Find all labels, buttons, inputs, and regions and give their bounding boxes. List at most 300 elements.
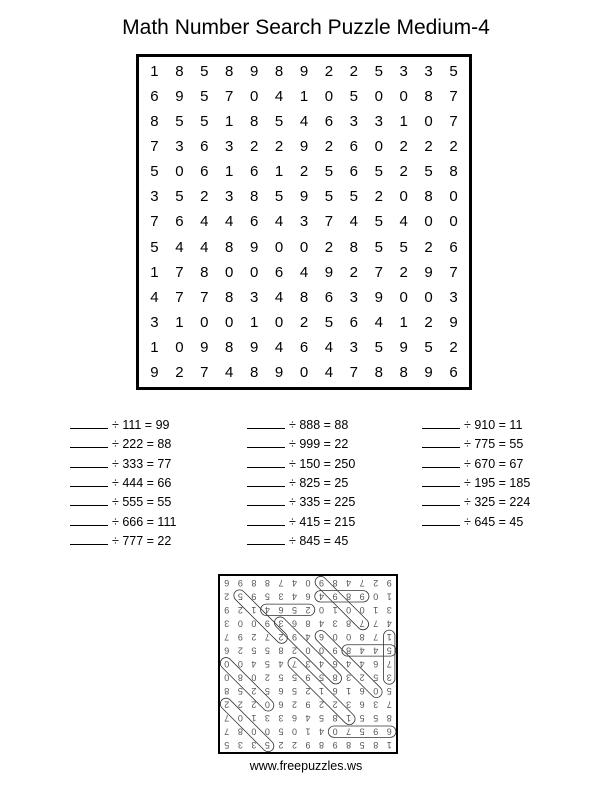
grid-cell: 5	[424, 338, 433, 356]
clue-text: ÷ 555 = 55	[112, 495, 172, 510]
answer-key-digit: 5	[264, 591, 270, 602]
answer-key-digit: 5	[319, 713, 325, 724]
answer-key-digit: 3	[373, 699, 379, 710]
answer-key-digit: 0	[264, 726, 270, 737]
clue-item	[247, 457, 355, 471]
grid-cell: 7	[175, 288, 184, 306]
answer-key-digit: 2	[291, 699, 297, 710]
grid-cell: 0	[399, 188, 408, 206]
answer-key-digit: 0	[332, 726, 338, 737]
grid-cell: 1	[399, 113, 408, 131]
grid-cell: 8	[249, 188, 259, 206]
answer-key-digit: 7	[346, 726, 352, 737]
grid-cell: 0	[449, 188, 458, 206]
answer-key-digit: 2	[251, 686, 257, 697]
grid-cell: 7	[175, 263, 184, 281]
grid-cell: 8	[399, 363, 408, 381]
grid-cell: 7	[150, 213, 159, 231]
answer-key-digit: 6	[291, 713, 297, 724]
grid-cell: 3	[424, 63, 433, 81]
answer-key-digit: 9	[359, 591, 365, 602]
answer-key-digit: 5	[264, 686, 270, 697]
grid-cell: 9	[374, 288, 383, 306]
clue-text: ÷ 910 = 11	[464, 418, 523, 432]
grid-cell: 6	[175, 213, 184, 231]
grid-cell: 0	[324, 88, 334, 106]
clue-text: ÷ 444 = 66	[112, 475, 172, 490]
clue-text: ÷ 325 = 224	[464, 495, 531, 510]
answer-key-digit: 6	[319, 631, 325, 642]
answer-key-digit: 8	[373, 740, 379, 751]
grid-cell: 0	[175, 338, 184, 356]
clue-item	[247, 437, 348, 451]
grid-cell: 1	[399, 313, 408, 331]
answer-key-digit: 8	[346, 591, 352, 602]
answer-key-digit: 7	[224, 631, 230, 642]
grid-cell: 2	[299, 313, 309, 331]
answer-key-digit: 6	[359, 686, 365, 697]
answer-key-digit: 0	[319, 604, 325, 615]
grid-cell: 7	[324, 213, 334, 231]
grid-cell: 0	[374, 138, 383, 156]
grid-cell: 2	[349, 263, 358, 281]
answer-key-digit: 8	[251, 577, 257, 588]
answer-key-digit: 4	[373, 645, 379, 656]
answer-key-digit: 7	[224, 713, 230, 724]
grid-cell: 0	[225, 313, 234, 331]
grid-cell: 2	[374, 188, 383, 206]
answer-key-digit: 0	[346, 604, 352, 615]
grid-cell: 2	[349, 63, 358, 81]
clue-text: ÷ 415 = 215	[289, 514, 356, 529]
answer-key-digit: 0	[264, 699, 270, 710]
answer-key-digit: 3	[305, 659, 311, 669]
grid-cell: 0	[274, 238, 284, 256]
answer-key-digit: 0	[237, 618, 243, 629]
grid-cell: 9	[299, 188, 309, 206]
grid-cell: 8	[175, 63, 184, 81]
answer-key-digit: 1	[319, 686, 325, 697]
answer-key-digit: 3	[386, 672, 392, 683]
answer-key-digit: 6	[278, 686, 284, 697]
answer-key-digit: 9	[386, 577, 392, 588]
answer-key-digit: 0	[346, 631, 352, 642]
clue-item	[70, 457, 171, 471]
answer-key-digit: 1	[305, 726, 311, 737]
grid-cell: 5	[150, 238, 159, 256]
answer-key-digit: 9	[251, 591, 257, 602]
grid-cell: 3	[349, 338, 358, 356]
clue-item	[247, 534, 348, 548]
clue-text: ÷ 111 = 99	[112, 418, 170, 432]
grid-cell: 6	[249, 213, 259, 231]
grid-cell: 5	[349, 88, 358, 106]
grid-cell: 5	[374, 213, 383, 231]
answer-key-digit: 8	[264, 577, 270, 588]
answer-key-digit: 7	[386, 699, 392, 710]
answer-blank[interactable]	[422, 437, 460, 448]
grid-cell: 0	[424, 113, 433, 131]
grid-cell: 6	[324, 113, 334, 131]
clue-text: ÷ 150 = 250	[289, 456, 356, 471]
answer-key-digit: 4	[359, 659, 365, 669]
grid-cell: 5	[449, 63, 458, 81]
answer-key-digit: 0	[224, 659, 230, 669]
answer-key-digit: 3	[251, 740, 257, 751]
answer-key-digit: 8	[305, 618, 311, 629]
grid-cell: 7	[225, 88, 234, 106]
grid-cell: 8	[449, 163, 458, 181]
answer-key-digit: 9	[237, 631, 243, 642]
answer-key-digit: 7	[359, 618, 365, 629]
grid-cell: 9	[424, 263, 433, 281]
grid-cell: 9	[299, 138, 309, 156]
grid-cell: 5	[424, 163, 433, 181]
grid-cell: 4	[399, 213, 408, 231]
answer-key-digit: 0	[291, 726, 297, 737]
answer-key-digit: 3	[346, 672, 352, 683]
answer-key-digit: 2	[224, 591, 230, 602]
answer-key-digit: 4	[359, 645, 365, 656]
answer-key-digit: 5	[264, 645, 270, 656]
grid-cell: 5	[200, 63, 209, 81]
answer-key-digit: 4	[291, 577, 297, 588]
answer-blank[interactable]	[422, 515, 460, 526]
grid-cell: 4	[349, 213, 358, 231]
grid-cell: 2	[175, 363, 184, 381]
answer-key-digit: 2	[305, 686, 311, 697]
answer-blank[interactable]	[247, 495, 285, 506]
grid-cell: 0	[200, 313, 209, 331]
grid-cell: 2	[324, 138, 334, 156]
grid-cell: 8	[374, 363, 383, 381]
answer-key-digit: 0	[251, 672, 257, 683]
grid-cell: 8	[249, 113, 259, 131]
answer-key-digit: 0	[373, 686, 379, 697]
grid-cell: 5	[374, 163, 383, 181]
grid-cell: 3	[349, 113, 358, 131]
answer-key-digit: 5	[224, 740, 230, 751]
answer-key-digit: 4	[346, 659, 352, 669]
answer-blank[interactable]	[247, 534, 285, 545]
grid-cell: 5	[374, 238, 383, 256]
answer-key-digit: 4	[319, 591, 325, 602]
grid-cell: 1	[150, 263, 159, 281]
clue-item	[422, 476, 530, 490]
grid-cell: 1	[150, 338, 159, 356]
grid-cell: 9	[424, 363, 433, 381]
grid-cell: 0	[374, 88, 383, 106]
grid-cell: 5	[150, 163, 159, 181]
grid-cell: 2	[274, 138, 284, 156]
answer-key-digit: 5	[386, 686, 392, 697]
grid-cell: 3	[399, 63, 408, 81]
answer-key-digit: 3	[278, 618, 284, 629]
answer-key-digit: 5	[278, 672, 284, 683]
website-footer: www.freepuzzles.ws	[249, 759, 363, 773]
grid-cell: 2	[424, 313, 433, 331]
answer-blank[interactable]	[422, 476, 460, 487]
grid-cell: 4	[299, 113, 309, 131]
answer-key-digit: 5	[319, 672, 325, 683]
answer-key-digit: 0	[359, 604, 365, 615]
grid-cell: 8	[225, 338, 234, 356]
answer-key-digit: 1	[346, 713, 352, 724]
grid-cell: 9	[200, 338, 209, 356]
answer-blank[interactable]	[70, 495, 108, 506]
answer-key-digit: 2	[278, 740, 284, 751]
answer-key-digit: 8	[346, 618, 352, 629]
clue-text: ÷ 645 = 45	[464, 514, 524, 529]
answer-key-digit: 7	[386, 659, 392, 669]
answer-key-digit: 6	[291, 618, 297, 629]
grid-cell: 8	[349, 238, 358, 256]
grid-cell: 4	[274, 213, 284, 231]
answer-key-digit: 4	[251, 659, 257, 669]
answer-blank[interactable]	[247, 476, 285, 487]
clue-text: ÷ 825 = 25	[289, 475, 349, 490]
answer-key-digit: 0	[332, 631, 338, 642]
answer-blank[interactable]	[70, 437, 108, 448]
answer-key-digit: 5	[373, 713, 379, 724]
answer-key-digit: 9	[332, 740, 338, 751]
answer-key-digit: 4	[305, 631, 311, 642]
clue-item	[70, 418, 169, 432]
answer-blank[interactable]	[247, 437, 285, 448]
grid-cell: 5	[200, 88, 209, 106]
clue-item	[247, 476, 348, 490]
grid-cell: 4	[225, 213, 234, 231]
answer-key-digit: 3	[237, 740, 243, 751]
grid-cell: 6	[200, 138, 209, 156]
answer-key-digit: 8	[359, 631, 365, 642]
answer-key-digit: 9	[373, 726, 379, 737]
answer-key-digit: 0	[224, 672, 230, 683]
answer-key-digit: 9	[332, 591, 338, 602]
clue-text: ÷ 775 = 55	[464, 437, 524, 452]
grid-cell: 5	[274, 188, 284, 206]
grid-cell: 0	[449, 213, 458, 231]
answer-key-digit: 1	[386, 740, 392, 751]
answer-key-digit: 4	[305, 713, 311, 724]
answer-key-digit: 1	[332, 604, 338, 615]
answer-key-digit: 2	[264, 672, 270, 683]
answer-key-digit: 2	[251, 699, 257, 710]
grid-cell: 5	[200, 113, 209, 131]
grid-cell: 9	[274, 363, 284, 381]
answer-key-digit: 2	[237, 645, 243, 656]
answer-key-digit: 9	[291, 631, 297, 642]
grid-cell: 6	[324, 288, 334, 306]
grid-cell: 4	[274, 338, 284, 356]
grid-cell: 5	[349, 188, 358, 206]
clue-item	[422, 515, 523, 529]
answer-key-digit: 6	[359, 699, 365, 710]
answer-blank[interactable]	[70, 534, 108, 545]
answer-key-digit: 3	[278, 591, 284, 602]
answer-key-digit: 8	[386, 713, 392, 724]
grid-cell: 6	[449, 238, 458, 256]
answer-key-digit: 8	[237, 726, 243, 737]
answer-key-thumbnail	[218, 574, 398, 754]
answer-key-digit: 7	[291, 659, 297, 669]
clue-text: ÷ 888 = 88	[289, 418, 349, 432]
answer-key-digit: 8	[332, 577, 338, 588]
grid-cell: 2	[200, 188, 209, 206]
answer-blank[interactable]	[247, 515, 285, 526]
answer-key-digit: 2	[237, 604, 243, 615]
grid-cell: 4	[324, 338, 334, 356]
grid-cell: 3	[374, 113, 383, 131]
answer-key-digit: 6	[373, 659, 379, 669]
page-title: Math Number Search Puzzle Medium-4	[122, 16, 490, 39]
answer-key-digit: 2	[237, 699, 243, 710]
grid-cell: 2	[399, 263, 408, 281]
grid-cell: 1	[175, 313, 184, 331]
grid-cell: 5	[175, 188, 184, 206]
puzzle-grid	[136, 54, 472, 390]
grid-cell: 8	[249, 363, 259, 381]
clue-item	[422, 437, 523, 451]
grid-cell: 6	[150, 88, 159, 106]
grid-cell: 6	[349, 313, 358, 331]
answer-key-digit: 0	[237, 659, 243, 669]
clue-item	[70, 515, 176, 529]
clue-item	[422, 418, 522, 432]
clue-item	[70, 534, 171, 548]
grid-cell: 7	[200, 363, 209, 381]
grid-cell: 2	[424, 138, 433, 156]
grid-cell: 3	[225, 138, 234, 156]
answer-blank[interactable]	[247, 418, 285, 429]
answer-key-digit: 2	[319, 699, 325, 710]
clue-text: ÷ 670 = 67	[464, 456, 524, 471]
answer-key-digit: 8	[224, 686, 230, 697]
grid-cell: 5	[374, 63, 383, 81]
answer-key-digit: 4	[319, 618, 325, 629]
grid-cell: 2	[449, 138, 458, 156]
answer-blank[interactable]	[70, 476, 108, 487]
answer-key-digit: 9	[264, 618, 270, 629]
grid-cell: 3	[175, 138, 184, 156]
answer-key-digit: 6	[332, 686, 338, 697]
answer-key-digit: 7	[373, 631, 379, 642]
grid-cell: 0	[399, 288, 408, 306]
answer-key-digit: 5	[264, 740, 270, 751]
answer-blank[interactable]	[422, 457, 460, 468]
answer-key-digit: 0	[237, 713, 243, 724]
grid-cell: 9	[150, 363, 159, 381]
clue-text: ÷ 666 = 111	[112, 514, 177, 529]
grid-cell: 5	[274, 113, 284, 131]
answer-key-digit: 9	[237, 577, 243, 588]
clue-text: ÷ 335 = 225	[289, 495, 356, 510]
answer-key-digit: 9	[319, 577, 325, 588]
answer-key-digit: 2	[291, 740, 297, 751]
grid-cell: 6	[349, 163, 358, 181]
grid-cell: 0	[424, 288, 433, 306]
answer-blank[interactable]	[70, 457, 108, 468]
grid-cell: 9	[299, 63, 309, 81]
answer-blank[interactable]	[70, 515, 108, 526]
answer-key-digit: 9	[305, 740, 311, 751]
answer-key-digit: 3	[386, 604, 392, 615]
grid-cell: 4	[324, 363, 334, 381]
grid-cell: 4	[274, 88, 284, 106]
grid-cell: 2	[324, 63, 334, 81]
grid-cell: 1	[299, 88, 309, 106]
answer-key-digit: 3	[346, 699, 352, 710]
answer-blank[interactable]	[247, 457, 285, 468]
answer-key-digit: 4	[291, 591, 297, 602]
grid-cell: 0	[299, 238, 309, 256]
grid-cell: 0	[424, 213, 433, 231]
answer-key-digit: 1	[373, 604, 379, 615]
answer-key-digit: 0	[373, 591, 379, 602]
clue-text: ÷ 222 = 88	[112, 437, 172, 452]
clue-item	[70, 437, 171, 451]
grid-cell: 0	[249, 263, 259, 281]
grid-cell: 2	[449, 338, 458, 356]
answer-blank[interactable]	[422, 418, 460, 429]
grid-cell: 8	[225, 288, 234, 306]
grid-cell: 6	[349, 138, 358, 156]
answer-key-digit: 5	[291, 604, 297, 615]
grid-cell: 9	[249, 238, 259, 256]
answer-key-digit: 0	[251, 726, 257, 737]
answer-key-digit: 6	[278, 604, 284, 615]
grid-cell: 2	[249, 138, 259, 156]
answer-key-digit: 6	[332, 659, 338, 669]
answer-key-digit: 1	[386, 631, 392, 642]
grid-cell: 9	[175, 88, 184, 106]
grid-cell: 4	[225, 363, 234, 381]
answer-key-digit: 7	[359, 577, 365, 588]
answer-key-digit: 0	[305, 577, 311, 588]
grid-cell: 7	[449, 113, 458, 131]
grid-cell: 5	[324, 313, 334, 331]
grid-cell: 9	[399, 338, 408, 356]
grid-cell: 8	[225, 63, 234, 81]
clue-text: ÷ 195 = 185	[464, 475, 531, 490]
answer-key-digit: 0	[305, 645, 311, 656]
grid-cell: 3	[225, 188, 234, 206]
grid-cell: 8	[225, 238, 234, 256]
answer-key-digit: 4	[319, 659, 325, 669]
grid-cell: 3	[349, 288, 358, 306]
answer-key-digit: 0	[251, 618, 257, 629]
answer-key-digit: 3	[278, 713, 284, 724]
answer-key-digit: 5	[237, 591, 243, 602]
grid-cell: 2	[399, 163, 408, 181]
answer-key-digit: 5	[359, 713, 365, 724]
answer-key-digit: 2	[224, 699, 230, 710]
answer-blank[interactable]	[70, 418, 108, 429]
grid-cell: 8	[200, 263, 209, 281]
grid-cell: 6	[249, 163, 259, 181]
grid-cell: 9	[449, 313, 458, 331]
answer-key-digit: 5	[237, 686, 243, 697]
answer-key-digit: 2	[305, 604, 311, 615]
answer-blank[interactable]	[422, 495, 460, 506]
grid-cell: 8	[150, 113, 159, 131]
grid-cell: 6	[200, 163, 209, 181]
grid-cell: 1	[225, 113, 234, 131]
clue-item	[422, 457, 523, 471]
grid-cell: 3	[150, 188, 159, 206]
grid-cell: 7	[449, 263, 458, 281]
clue-text: ÷ 333 = 77	[112, 456, 172, 471]
